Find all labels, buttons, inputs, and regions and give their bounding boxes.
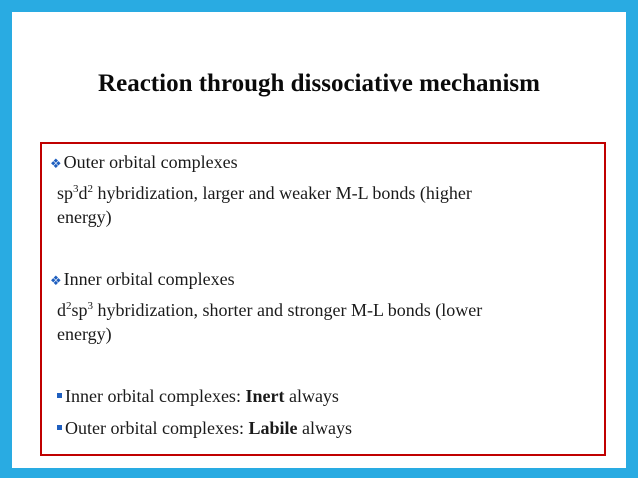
outer-desc-b: d [78, 183, 88, 203]
summary-labile-post: always [297, 418, 352, 438]
slide-title: Reaction through dissociative mechanism [98, 70, 540, 97]
inner-desc-a-sup: 2 [66, 300, 72, 312]
summary-labile-pre: Outer orbital complexes: [65, 418, 249, 438]
outer-desc-a: sp [57, 183, 74, 203]
outer-desc-line-1 [57, 182, 472, 204]
inner-desc-rest: hybridization, shorter and stronger M-L bonds (lower [93, 300, 483, 320]
diamond-bullet-icon: ❖ [50, 273, 62, 288]
outer-heading-line [50, 151, 238, 175]
outer-desc-b-sup: 2 [87, 183, 94, 195]
inner-desc-a: d [57, 300, 66, 320]
diamond-bullet-icon: ❖ [50, 156, 62, 171]
inner-desc-b: sp [71, 300, 88, 320]
outer-heading: Outer orbital complexes [63, 152, 238, 172]
inner-heading-line [50, 268, 235, 292]
summary-item-inert [57, 385, 339, 407]
square-bullet-icon [57, 425, 62, 430]
square-bullet-icon [57, 393, 62, 398]
inner-heading: Inner orbital complexes [63, 269, 235, 289]
inner-desc-line-2: energy) [57, 324, 112, 344]
summary-inert-pre: Inner orbital complexes: [65, 386, 246, 406]
slide [12, 12, 626, 468]
summary-labile-bold: Labile [248, 418, 298, 438]
summary-inert-bold: Inert [245, 386, 285, 406]
summary-inert-post: always [284, 386, 339, 406]
outer-desc-line-2: energy) [57, 207, 112, 227]
inner-desc-b-sup: 3 [87, 300, 94, 312]
summary-item-labile [57, 417, 352, 439]
inner-desc-line-1 [57, 299, 482, 321]
outer-desc-rest: hybridization, larger and weaker M-L bonds (higher [93, 183, 472, 203]
outer-desc-a-sup: 3 [73, 183, 79, 195]
